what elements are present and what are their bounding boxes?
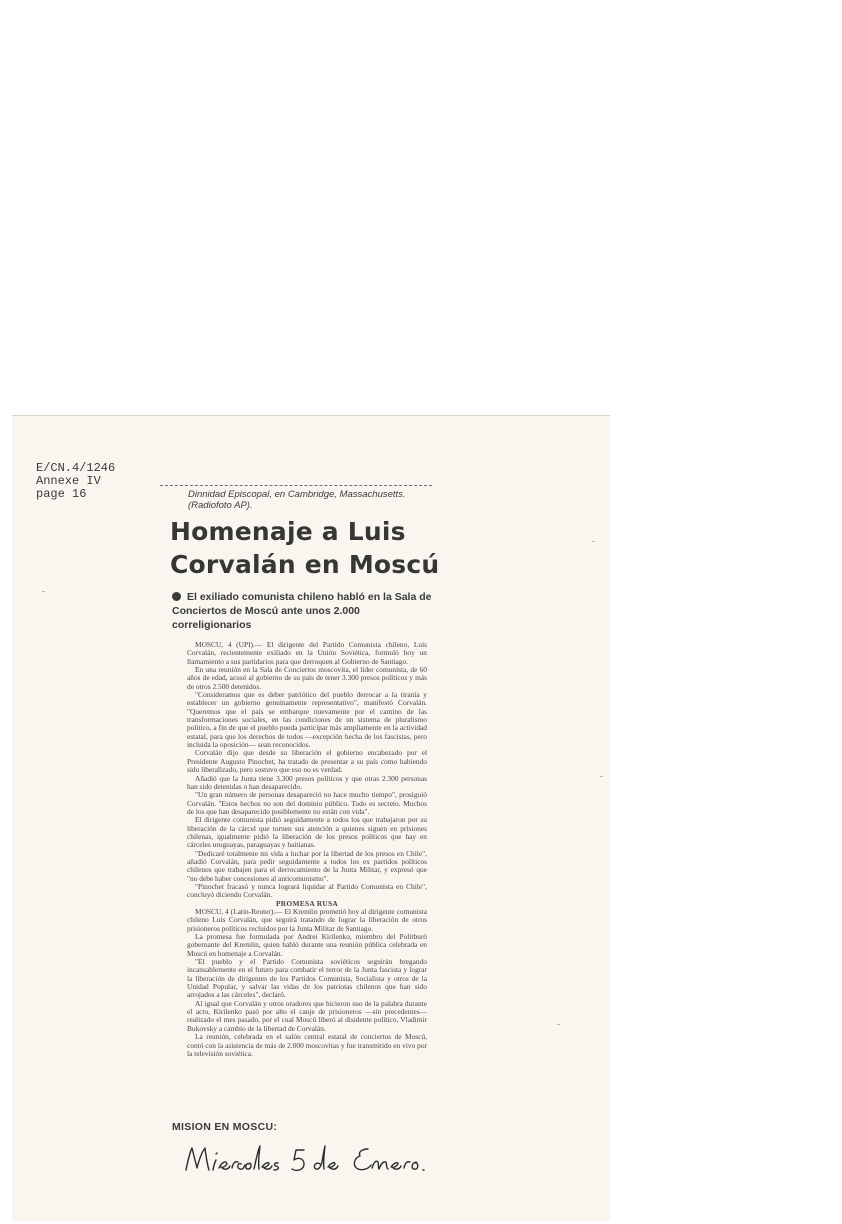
document-symbol: E/CN.4/1246 xyxy=(36,461,116,475)
clipping-cut-line xyxy=(160,485,432,486)
body-paragraph: La reunión, celebrada en el salón central estatal de conciertos de Moscú, contó con la asistencia de más de 2.000 moscovitas y fue transmitido en vivo por la televisión soviética. xyxy=(187,1032,427,1058)
handwritten-signature xyxy=(178,1140,428,1185)
annex-label: Annexe IV xyxy=(36,474,101,488)
body-paragraph: "Un gran número de personas desapareció no hace mucho tiempo", prosiguió Corvalán. "Estos hechos no son del dominio público. Todo es secreto. Muchos de los que han desaparecido posiblemente no están con vida". xyxy=(187,790,427,816)
scan-speck xyxy=(592,541,595,542)
article-subheadline xyxy=(172,590,442,632)
body-paragraph: Al igual que Corvalán y otros oradores que hicieron uso de la palabra durante el acto, Kirilenko pasó por alto el canje de prisioneros —sin precedentes— realizado el mes pasado, por el cual Moscú liberó al disidente político, Vladimir Bukovsky a cambio de la libertad de Corvalán. xyxy=(187,998,427,1033)
body-paragraph: En una reunión en la Sala de Conciertos moscovita, el líder comunista, de 60 años de edad, acusó al gobierno de su país de tener 3.300 presos políticos y más de otros 2.500 detenidos. xyxy=(187,665,427,691)
bullet-icon xyxy=(172,592,181,601)
document-reference xyxy=(36,462,115,501)
page-number: page 16 xyxy=(36,487,87,501)
body-paragraph: La promesa fue formulada por Andrei Kirilenko, miembro del Politburó gobernante del Kremlin, quien habló durante una reunión pública celebrada en Moscú en homenaje a Corvalán. xyxy=(187,932,427,958)
body-paragraph: Corvalán dijo que desde su liberación el gobierno encabezado por el Presidente Augusto Pinochet, ha tratado de presentar a su país como habiendo sido liberalizado, pero sostuvo que eso no es verdad. xyxy=(187,748,427,775)
section-heading: PROMESA RUSA xyxy=(275,898,339,908)
handwritten-date-note xyxy=(178,1140,428,1190)
body-paragraph: El dirigente comunista pidió seguidamente a todos los que trabajaron por su liberación de la cárcel que tornen sus atención a quienes siguen en prisiones chilenas, igualmente pidió la liberación de los presos políticos que hay en cárceles uruguayas, paraguayas y haitianas. xyxy=(187,815,427,850)
article-headline: Homenaje a Luis Corvalán en Moscú xyxy=(170,517,440,579)
scan-speck xyxy=(557,1024,560,1025)
body-paragraph: Añadió que la Junta tiene 3.300 presos políticos y que otras 2.300 personas han sido detenidas o han desaparecido. xyxy=(187,773,427,791)
body-paragraph: "Consideramos que es deber patriótico del pueblo derrocar a la tiranía y establecer un gobierno genuinamente representativo", manifestó Corvalán. "Queremos que el país se embarque nuevamente por el camino de las transformaciones sociales, en las condiciones de un sistema de pluralismo político, a fin de que el pueblo pueda participar más ampliamente en la actividad estatal, para que los derechos de todos —excepción hecha de los fascistas, pero incluida la oposición— sean reconocidos. xyxy=(187,690,427,750)
body-paragraph: "Dedicaré totalmente mi vida a luchar por la libertad de los presos en Chile", añadió Corvalán, para pedir seguidamente a todos los ex partidos políticos chilenos que trabajen para el derrocamiento de la Junta Militar, y expresó que "no debe haber concesiones al anticomunismo". xyxy=(187,848,427,883)
footer-heading: MISION EN MOSCU: xyxy=(172,1121,278,1133)
subheadline-text: El exiliado comunista chileno habló en la Sala de Conciertos de Moscú ante unos 2.000 correligionarios xyxy=(172,591,432,631)
previous-article-caption: Dinnidad Episcopal, en Cambridge, Massachusetts. (Radiofoto AP). xyxy=(188,489,406,511)
scan-speck xyxy=(600,776,603,777)
scan-speck xyxy=(42,591,45,592)
body-paragraph: MOSCU, 4 (UPI).— El dirigente del Partido Comunista chileno, Luis Corvalán, recientemente exiliado en la Unión Soviética, formuló hoy un llamamiento a sus partidarios para que derroquen al Gobierno de Santiago. xyxy=(187,640,427,666)
body-paragraph: "El pueblo y el Partido Comunista soviéticos seguirán bregando incansablemente en el futuro para combatir el terror de la Junta fascista y lograr la liberación de dirigentes de los Partidos Comunista, Socialista y otros de la Unidad Popular, y salvar las vidas de los patriotas chilenos que han sido arrojados a las cárceles", declaró. xyxy=(187,957,427,1000)
article-body xyxy=(187,641,427,1058)
body-paragraph: "Pinochet fracasó y nunca logrará liquidar al Partido Comunista en Chile", concluyó diciendo Corvalán. xyxy=(187,881,427,900)
body-paragraph: MOSCU, 4 (Latin-Reuter).— El Kremlin prometió hoy al dirigente comunista chileno Luis Corvalán, que seguirá tratando de lograr la liberación de otros prisioneros políticos recluidos por la Junta Militar de Santiago. xyxy=(187,907,427,933)
